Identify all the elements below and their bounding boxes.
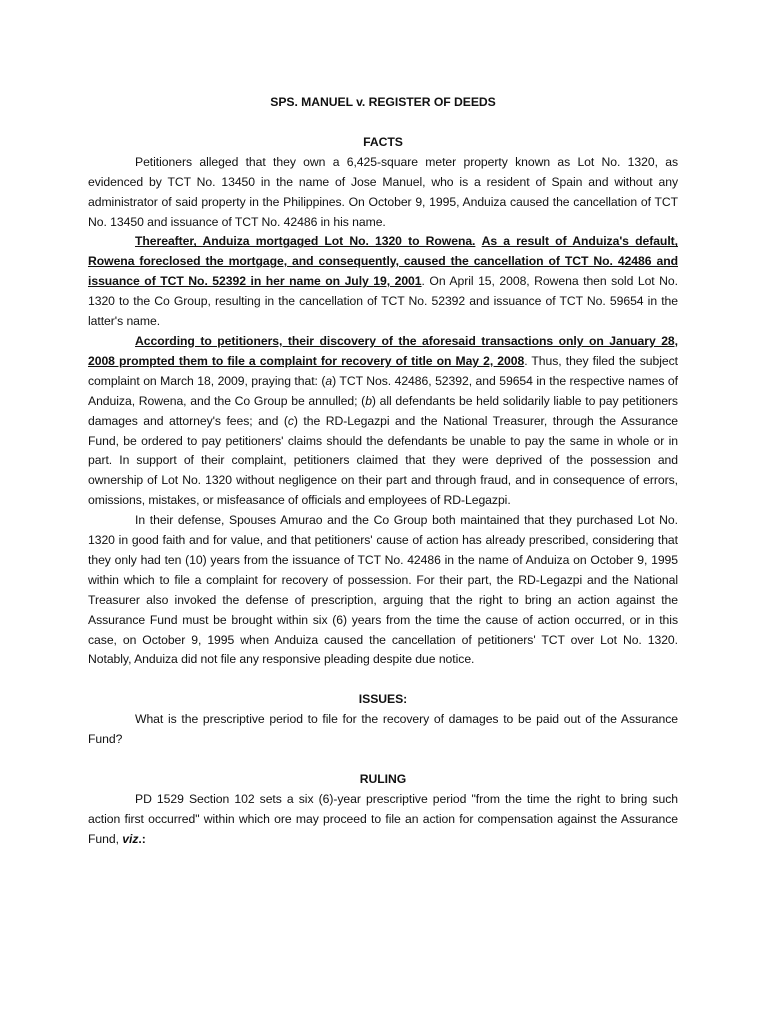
facts-p3-letter-c: c bbox=[287, 413, 294, 428]
ruling-p1-end: .: bbox=[138, 831, 146, 846]
facts-p4-text: In their defense, Spouses Amurao and the Co Group both maintained that they purchased Lot No. 1320 in good faith and for value, and that petitioners' cause of action has already prescribed, considering that they only had ten (10) years from the issuance of TCT No. 42486 in the name of Anduiza on October 9, 1995 within which to file a complaint for recovery of possession. For their part, the RD-Legazpi and the National Treasurer also invoked the defense of prescription, arguing that the right to bring an action against the Assurance Fund must be brought within six (6) years from the time the cause of action occurred, or in this case, on October 9, 1995 when Anduiza caused the cancellation of petitioners' TCT over Lot No. 1320. Notably, Anduiza did not file any responsive pleading despite due notice. bbox=[88, 513, 678, 667]
issues-paragraph-1 bbox=[88, 710, 678, 750]
facts-heading: FACTS bbox=[363, 134, 403, 149]
facts-p3-part-a: . Thus, they filed the subject complaint on March 18, 2009, praying that: ( bbox=[88, 353, 679, 388]
facts-paragraph-4 bbox=[88, 511, 678, 670]
issues-heading: ISSUES: bbox=[358, 692, 408, 707]
ruling-p1-viz: viz bbox=[122, 831, 139, 846]
facts-paragraph-1 bbox=[88, 153, 678, 233]
issues-p1-text: What is the prescriptive period to file for the recovery of damages to be paid out of the Assurance Fund? bbox=[88, 712, 678, 747]
facts-p3-part-d: ) the RD-Legazpi and the National Treasurer, through the Assurance Fund, be ordered to pay petitioners' claims should the defendants be unable to pay the same in whole or in part. In support of their complaint, petitioners claimed that they were deprived of the possession and ownership of Lot No. 1320 without negligence on their part and through fraud, and in consequence of errors, omissions, mistakes, or misfeasance of officials and employees of RD-Legazpi. bbox=[88, 413, 678, 508]
facts-p3-letter-a: a bbox=[325, 373, 333, 388]
ruling-heading: RULING bbox=[359, 772, 407, 787]
ruling-p1-text: PD 1529 Section 102 sets a six (6)-year prescriptive period "from the time the right to bring such action first occurred" within which ore may proceed to file an action for compensation against the Assurance Fund, bbox=[88, 792, 678, 846]
facts-p2-underlined-2: As a result of Anduiza's default, Rowena foreclosed the mortgage, and consequently, caused the cancellation of TCT No. 42486 and issuance of TCT No. 52392 in her name on July 19, 2001 bbox=[88, 234, 679, 289]
document-title: SPS. MANUEL v. REGISTER OF DEEDS bbox=[270, 95, 496, 109]
ruling-paragraph-1 bbox=[88, 790, 678, 850]
facts-paragraph-3 bbox=[88, 332, 678, 511]
document-body bbox=[88, 93, 678, 850]
facts-p1-text: Petitioners alleged that they own a 6,425-square meter property known as Lot No. 1320, as evidenced by TCT No. 13450 in the name of Jose Manuel, who is a resident of Spain and without any administrator of said property in the Philippines. On October 9, 1995, Anduiza caused the cancellation of TCT No. 13450 and issuance of TCT No. 42486 in his name. bbox=[88, 154, 678, 229]
facts-p3-letter-b: b bbox=[365, 393, 372, 408]
facts-p2-underlined-1: Thereafter, Anduiza mortgaged Lot No. 1320 to Rowena. bbox=[135, 234, 476, 249]
facts-p3-part-c: ) all defendants be held solidarily liable to pay petitioners damages and attorney's fees; and ( bbox=[88, 393, 678, 428]
facts-paragraph-2 bbox=[88, 232, 678, 332]
facts-p3-part-b: ) TCT Nos. 42486, 52392, and 59654 in the respective names of Anduiza, Rowena, and the Co Group be annulled; ( bbox=[88, 373, 678, 408]
facts-p3-underlined: According to petitioners, their discovery of the aforesaid transactions only on January 28, 2008 prompted them to file a complaint for recovery of title on May 2, 2008 bbox=[88, 333, 678, 368]
facts-p2-rest: . On April 15, 2008, Rowena then sold Lot No. 1320 to the Co Group, resulting in the cancellation of TCT No. 52392 and issuance of TCT No. 59654 in the latter's name. bbox=[88, 274, 678, 329]
